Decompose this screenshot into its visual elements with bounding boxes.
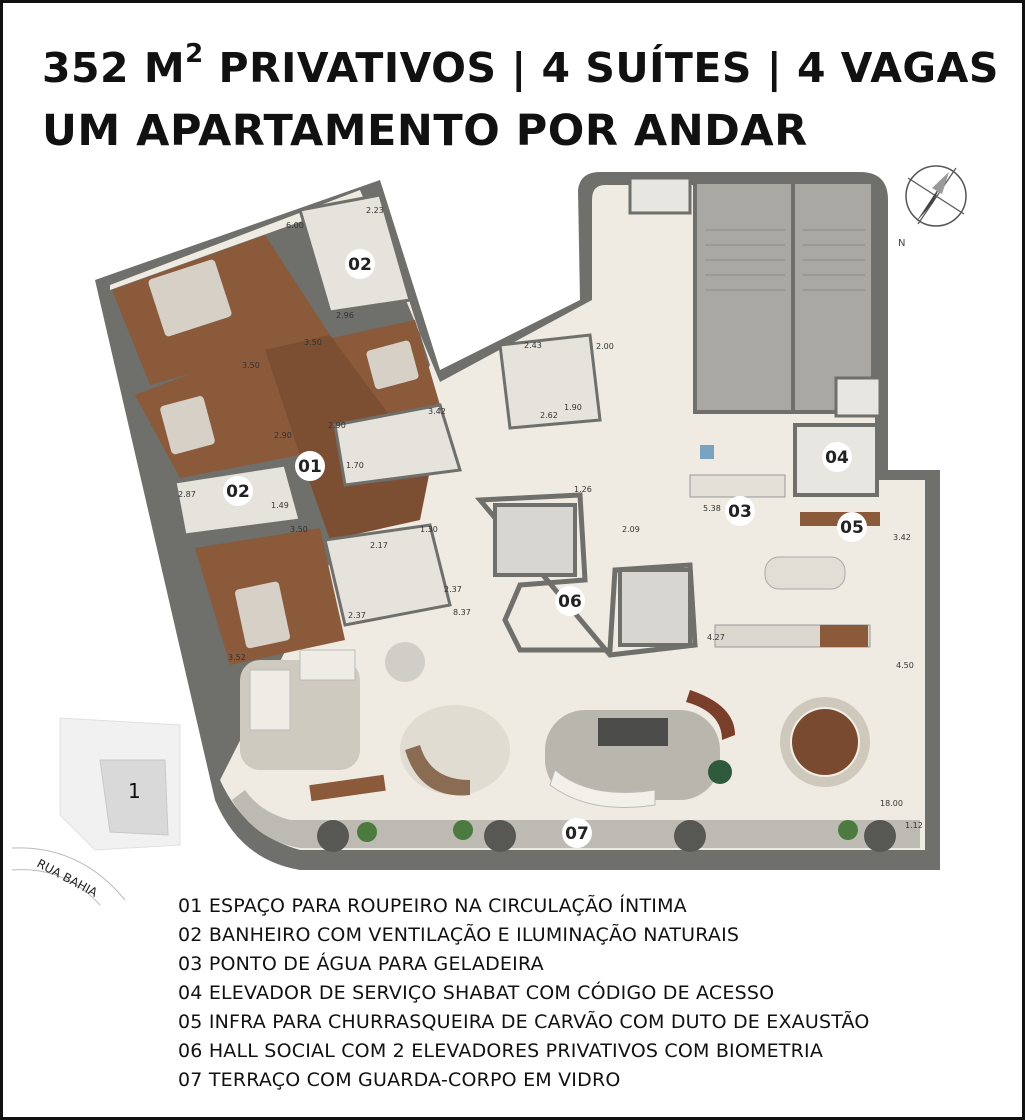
dimension-label: 1.30 <box>420 525 438 534</box>
terrace-planter <box>317 820 349 852</box>
dimension-label: 2.90 <box>328 421 346 430</box>
location-map <box>12 718 180 905</box>
dimension-label: 2.62 <box>540 411 558 420</box>
service-stair <box>695 182 793 412</box>
dimension-label: 3.42 <box>428 407 446 416</box>
legend-item-03: 03 PONTO DE ÁGUA PARA GELADEIRA <box>178 953 544 975</box>
legend-item-04: 04 ELEVADOR DE SERVIÇO SHABAT COM CÓDIGO DE ACESSO <box>178 982 775 1004</box>
plan-marker-02-lower <box>223 476 253 506</box>
dimension-label: 3.50 <box>304 338 322 347</box>
dimension-label: 2.43 <box>524 341 542 350</box>
legend-item-06: 06 HALL SOCIAL COM 2 ELEVADORES PRIVATIVOS COM BIOMETRIA <box>178 1040 824 1062</box>
plan-marker-06 <box>555 586 585 616</box>
terrace-planter <box>864 820 896 852</box>
feature-legend <box>178 892 870 1095</box>
dimension-label: 2.87 <box>178 490 196 499</box>
accent-chair <box>708 760 732 784</box>
plan-marker-text: 06 <box>558 592 582 612</box>
dimension-label: 2.96 <box>336 311 354 320</box>
dimension-label: 2.17 <box>370 541 388 550</box>
coffee-table <box>598 718 668 746</box>
compass-axis <box>918 168 956 224</box>
plan-marker-02-upper <box>345 249 375 279</box>
kitchen-island <box>765 557 845 589</box>
legend-item-07: 07 TERRAÇO COM GUARDA-CORPO EM VIDRO <box>178 1069 621 1091</box>
plan-marker-text: 04 <box>825 448 849 468</box>
headline-subtitle: UM APARTAMENTO POR ANDAR <box>42 106 808 156</box>
terrace-planter <box>484 820 516 852</box>
dimension-label: 4.27 <box>707 633 725 642</box>
dimension-label: 3.52 <box>228 653 246 662</box>
plan-marker-01 <box>295 451 325 481</box>
dimension-label: 2.90 <box>274 431 292 440</box>
plant <box>453 820 473 840</box>
legend-item-02: 02 BANHEIRO COM VENTILAÇÃO E ILUMINAÇÃO NATURAIS <box>178 924 740 946</box>
compass-axis <box>908 178 964 214</box>
location-map-lot-number: 1 <box>128 779 141 803</box>
dimension-label: 3.50 <box>290 525 308 534</box>
accessibility-sign <box>700 445 714 459</box>
dining-table <box>792 709 858 775</box>
dimension-label: 6.00 <box>286 221 304 230</box>
sofa <box>300 650 355 680</box>
dimension-label: 1.49 <box>271 501 289 510</box>
plan-marker-text: 02 <box>348 255 372 275</box>
dimension-label: 2.23 <box>366 206 384 215</box>
sofa <box>250 670 290 730</box>
plan-marker-text: 03 <box>728 502 752 522</box>
plan-marker-04 <box>822 442 852 472</box>
dimension-label: 2.37 <box>444 585 462 594</box>
plan-marker-05 <box>837 512 867 542</box>
dimension-label: 1.90 <box>564 403 582 412</box>
plan-marker-text: 07 <box>565 824 589 844</box>
dimension-label: 3.50 <box>242 361 260 370</box>
bathroom <box>325 525 450 625</box>
compass-north-label: N <box>898 238 906 249</box>
dimension-label: 18.00 <box>880 799 903 808</box>
plant <box>357 822 377 842</box>
plant <box>838 820 858 840</box>
compass-rose <box>898 166 966 249</box>
dimension-label: 3.42 <box>893 533 911 542</box>
dimension-label: 1.26 <box>574 485 592 494</box>
kitchen-wood-counter <box>820 625 868 647</box>
location-map-street-name: RUA BAHIA <box>34 856 100 900</box>
dimension-label: 1.70 <box>346 461 364 470</box>
legend-item-01: 01 ESPAÇO PARA ROUPEIRO NA CIRCULAÇÃO ÍNTIMA <box>178 895 687 917</box>
pantry-counter <box>690 475 785 497</box>
dimension-label: 2.37 <box>348 611 366 620</box>
plan-marker-text: 01 <box>298 457 322 477</box>
terrace-planter <box>674 820 706 852</box>
dimension-label: 2.09 <box>622 525 640 534</box>
headline-area-rest: PRIVATIVOS | 4 SUÍTES | 4 VAGAS <box>203 44 999 92</box>
headline-area-value: 352 M <box>42 44 186 92</box>
dimension-label: 5.38 <box>703 504 721 513</box>
social-elevator <box>495 505 575 575</box>
dimension-label: 8.37 <box>453 608 471 617</box>
social-elevator <box>620 570 690 645</box>
shaft <box>836 378 880 416</box>
dimension-label: 2.00 <box>596 342 614 351</box>
dimension-label: 1.12 <box>905 821 923 830</box>
dimension-label: 4.50 <box>896 661 914 670</box>
plan-marker-03 <box>725 496 755 526</box>
shaft <box>630 178 690 213</box>
plan-marker-text: 05 <box>840 518 864 538</box>
planter <box>385 642 425 682</box>
plan-marker-07 <box>562 818 592 848</box>
plan-marker-text: 02 <box>226 482 250 502</box>
legend-item-05: 05 INFRA PARA CHURRASQUEIRA DE CARVÃO COM DUTO DE EXAUSTÃO <box>178 1011 870 1033</box>
headline-area-superscript: 2 <box>185 39 204 69</box>
